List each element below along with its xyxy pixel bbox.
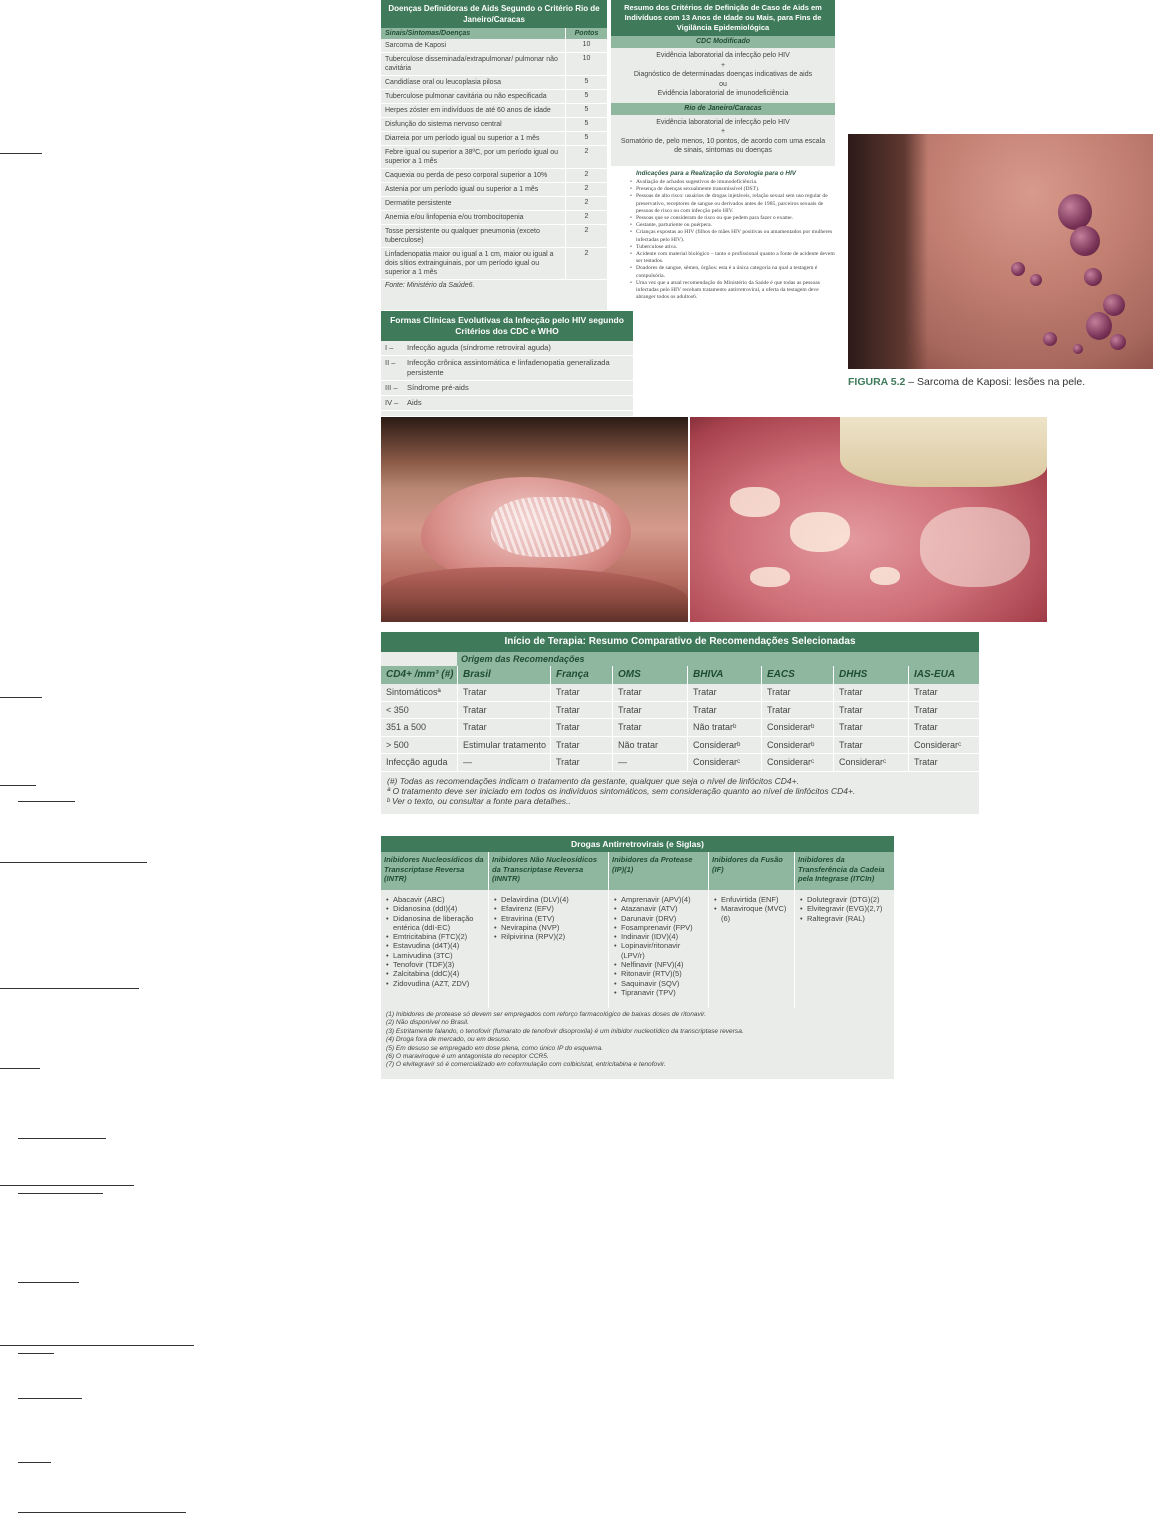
row-points: 10 [565, 53, 607, 75]
row-points: 5 [565, 104, 607, 117]
table-row [381, 146, 607, 169]
table-note: (7) O elvitegravir só é comercializado em coformulação com colbicistat, entricitabina e tenofovir. [386, 1061, 666, 1069]
table-notes [381, 1008, 894, 1073]
row-label: Diarreia por um período igual ou superior a 1 mês [385, 135, 540, 142]
table-cell: — [612, 754, 687, 771]
indication-item: • Tuberculose ativa. [636, 244, 835, 251]
table-cell: Tratar [550, 719, 612, 736]
indication-item: • Uma vez que a atual recomendação do Ministério da Saúde é que todas as pessoas infectadas pelo HIV recebam tratamento antirretroviral, a oferta da testagem deve abranger todos os adultos6. [636, 280, 835, 302]
table-note: (4) Droga fora de mercado, ou em desuso. [386, 1036, 511, 1044]
drug-item: • Raltegravir (RAL) [807, 914, 891, 923]
column-header: IAS-EUA [908, 666, 979, 684]
table-cell: Tratar [457, 719, 550, 736]
kaposi-sarcoma-photo [848, 134, 1153, 369]
hairy-leukoplakia-photo [381, 417, 688, 622]
drug-item: • Zidovudina (AZT, ZDV) [393, 979, 485, 988]
table-note: (2) Não disponível no Brasil. [386, 1019, 469, 1027]
row-label: Disfunção do sistema nervoso central [385, 121, 502, 128]
section-rio-body [611, 115, 835, 159]
row-points: 5 [565, 76, 607, 89]
drug-item: • Enfuvirtida (ENF) [721, 895, 791, 904]
group-label: Origem das Recomendações [457, 652, 979, 666]
table-title: Início de Terapia: Resumo Comparativo de Recomendações Selecionadas [381, 632, 979, 652]
row-label: Candidíase oral ou leucoplasia pilosa [385, 79, 501, 86]
table-cell: > 500 [386, 739, 409, 750]
table-header [381, 852, 894, 890]
oral-candidiasis-photo [690, 417, 1047, 622]
indication-item: • Gestante, parturiente ou puérpera. [636, 222, 835, 229]
row-label: Tuberculose disseminada/extrapulmonar/ pulmonar não cavitária [385, 56, 558, 72]
row-label: Sarcoma de Kaposi [385, 42, 447, 49]
row-label: Tosse persistente ou qualquer pneumonia (exceto tuberculose) [385, 228, 540, 244]
antiretroviral-drugs-table [381, 836, 894, 1079]
drug-item: • Zalcitabina (ddC)(4) [393, 969, 485, 978]
clinical-forms-table [381, 311, 633, 416]
margin-rule [0, 988, 139, 989]
row-text: Aids [407, 398, 422, 407]
row-label: Herpes zóster em indivíduos de até 60 anos de idade [385, 107, 551, 114]
margin-rule [18, 1353, 54, 1354]
row-text: Infecção aguda (síndrome retroviral aguda) [407, 343, 551, 352]
table-row [381, 754, 979, 772]
column-header: França [550, 666, 612, 684]
margin-rule [18, 1398, 82, 1399]
drug-list [608, 890, 708, 1008]
table-cell: Tratar [833, 737, 908, 754]
col-header-points: Pontos [565, 28, 607, 39]
row-points: 2 [565, 197, 607, 210]
margin-rule [0, 862, 147, 863]
indications-title: Indicações para a Realização da Sorologia para o HIV [636, 170, 796, 177]
table-row [381, 169, 607, 183]
margin-rule [0, 1185, 134, 1186]
table-row [381, 248, 607, 280]
margin-rule [0, 697, 42, 698]
table-row [381, 39, 607, 53]
group-header [381, 652, 979, 666]
table-row [381, 341, 633, 356]
table-cell: Estimular tratamento [457, 737, 550, 754]
table-row [381, 356, 633, 381]
table-cell: Tratar [761, 702, 833, 719]
row-points: 2 [565, 248, 607, 279]
table-cell: Tratar [687, 684, 761, 701]
table-note: (#) Todas as recomendações indicam o tratamento da gestante, qualquer que seja o nível de linfócitos CD4+. [387, 775, 799, 786]
row-label: Dermatite persistente [385, 200, 452, 207]
table-note: ª O tratamento deve ser iniciado em todos os indivíduos sintomáticos, sem consideração quanto ao nível de linfócitos CD4+. [387, 785, 856, 796]
table-body [381, 39, 607, 280]
row-label: Tuberculose pulmonar cavitária ou não especificada [385, 93, 547, 100]
drug-item: • Dolutegravir (DTG)(2) [807, 895, 891, 904]
column-header: BHIVA [687, 666, 761, 684]
table-row [381, 702, 979, 720]
column-header: OMS [612, 666, 687, 684]
table-row [381, 396, 633, 411]
table-note: ᵇ Ver o texto, ou consultar a fonte para detalhes.. [387, 795, 571, 806]
row-label: Caquexia ou perda de peso corporal superior a 10% [385, 172, 548, 179]
drug-item: • Amprenavir (APV)(4) [621, 895, 705, 904]
table-cell: Tratar [457, 684, 550, 701]
row-text: Infecção crônica assintomática e linfadenopatia generalizada persistente [407, 358, 610, 377]
table-header [381, 666, 979, 684]
table-source: Fonte: Ministério da Saúde6. [385, 282, 475, 289]
criteria-line: + [720, 61, 726, 69]
drug-item: • Lopinavir/ritonavir (LPV/r) [621, 941, 705, 960]
row-text: Síndrome pré-aids [407, 383, 469, 392]
margin-rule [0, 1068, 40, 1069]
indication-item: • Avaliação de achados sugestivos de imunodeficiência. [636, 179, 835, 186]
indication-item: • Crianças expostas ao HIV (filhos de mães HIV positivas ou amamentados por mulheres infectadas pelo HIV). [636, 229, 835, 243]
table-cell: Tratar [550, 684, 612, 701]
table-cell: Considerarᶜ [908, 737, 979, 754]
table-cell: Tratar [908, 702, 979, 719]
table-cell: Tratar [612, 684, 687, 701]
column-header: Brasil [457, 666, 550, 684]
table-cell: Considerarᵇ [761, 719, 833, 736]
table-cell: Tratar [908, 754, 979, 771]
table-cell: Tratar [833, 684, 908, 701]
table-cell: Considerarᶜ [833, 754, 908, 771]
table-row [381, 719, 979, 737]
table-cell: Considerarᶜ [761, 754, 833, 771]
criteria-line: + [720, 128, 726, 135]
table-row [381, 104, 607, 118]
column-header: EACS [761, 666, 833, 684]
table-cell: Tratar [612, 702, 687, 719]
drug-item: • Atazanavir (ATV) [621, 904, 705, 913]
aids-criteria-table [381, 0, 607, 310]
margin-rule [18, 801, 75, 802]
criteria-line: ou [719, 80, 727, 88]
drug-list [708, 890, 794, 1008]
figure-label: FIGURA 5.2 [848, 376, 906, 388]
section-cdc: CDC Modificado [611, 36, 835, 48]
table-header [381, 28, 607, 39]
table-cell: Tratar [457, 702, 550, 719]
drug-list [381, 890, 488, 1008]
margin-rule [0, 1345, 194, 1346]
row-points: 2 [565, 225, 607, 247]
drug-item: • Efavirenz (EFV) [501, 904, 605, 913]
row-points: 2 [565, 183, 607, 196]
drug-item: • Didanosina (ddI)(4) [393, 904, 485, 913]
table-row [381, 684, 979, 702]
drug-item: • Nelfinavir (NFV)(4) [621, 960, 705, 969]
row-label: Astenia por um período igual ou superior a 1 mês [385, 186, 539, 193]
margin-rule [18, 1282, 79, 1283]
table-cell: Sintomáticosª [386, 687, 441, 697]
drug-item: • Saquinavir (SQV) [621, 979, 705, 988]
row-points: 2 [565, 146, 607, 168]
serology-indications [620, 170, 835, 301]
row-points: 10 [565, 39, 607, 52]
table-cell: — [457, 754, 550, 771]
table-cell: Tratar [833, 702, 908, 719]
indication-item: • Acidente com material biológico – tanto o profissional quanto a fonte de acidente devem ser testados. [636, 251, 835, 265]
table-cell: 351 a 500 [386, 722, 427, 732]
table-title: Resumo dos Critérios de Definição de Caso de Aids em Indivíduos com 13 Anos de Idade ou Mais, para Fins de Vigilância Epidemiológica [611, 0, 835, 36]
table-body [381, 890, 894, 1008]
drug-item: • Darunavir (DRV) [621, 914, 705, 923]
figure-caption-text: – Sarcoma de Kaposi: lesões na pele. [905, 376, 1086, 388]
table-row [381, 225, 607, 248]
drug-item: • Delavirdina (DLV)(4) [501, 895, 605, 904]
criteria-line: Evidência laboratorial de infecção pelo HIV [656, 118, 790, 126]
row-number: III – [385, 383, 398, 392]
table-cell: Considerarᶜ [687, 754, 761, 771]
drug-item: • Didanosina de liberação entérica (ddI-EC) [393, 914, 485, 933]
column-header: Inibidores da Transferência da Cadeia pela Integrase (ITCIn) [794, 852, 894, 890]
case-definition-summary [611, 0, 835, 166]
table-note: (3) Estritamente falando, o tenofovir (fumarato de tenofovir disoproxila) é um inibidor nucleotídico da transcriptase reversa. [386, 1027, 744, 1035]
row-points: 5 [565, 132, 607, 145]
table-cell: Tratar [687, 702, 761, 719]
table-title: Drogas Antirretrovirais (e Siglas) [381, 836, 894, 852]
margin-rule [18, 1462, 51, 1463]
drug-item: • Indinavir (IDV)(4) [621, 932, 705, 941]
indication-item: • Pessoas de alto risco: usuários de drogas injetáveis, relação sexual sem uso regular de preservativo, receptores de sangue ou derivados antes de 1985, parceiros sexuais de pessoas de risco ou com infecção pelo HIV. [636, 193, 835, 215]
column-header: Inibidores da Fusão (IF) [708, 852, 794, 890]
section-rio: Rio de Janeiro/Caracas [611, 103, 835, 115]
table-cell: Tratar [550, 702, 612, 719]
table-note: (1) Inibidores de protease só devem ser empregados com reforço farmacológico de baixas doses de ritonavir. [386, 1011, 707, 1018]
row-number: I – [385, 343, 394, 352]
indication-item: • Doadores de sangue, sêmen, órgãos: esta é a única categoria na qual a testagem é compulsória. [636, 265, 835, 279]
table-row [381, 132, 607, 146]
col-header-signs: Sinais/Sintomas/Doenças [385, 30, 471, 37]
row-number: IV – [385, 398, 399, 407]
table-cell: Não tratarᵇ [687, 719, 761, 736]
row-label: Febre igual ou superior a 38ºC, por um período igual ou superior a 1 mês [385, 149, 558, 165]
margin-rule [18, 1138, 106, 1139]
drug-item: • Rilpivirina (RPV)(2) [501, 932, 605, 941]
table-row [381, 211, 607, 225]
table-row [381, 197, 607, 211]
table-notes [381, 772, 979, 810]
criteria-line: Diagnóstico de determinadas doenças indicativas de aids [633, 71, 813, 78]
table-cell: Tratar [761, 684, 833, 701]
criteria-line: Somatório de, pelo menos, 10 pontos, de acordo com uma escala de sinais, sintomas ou doenças [620, 137, 826, 154]
margin-rule [0, 153, 42, 154]
drug-item: • Fosamprenavir (FPV) [621, 923, 705, 932]
table-title: Doenças Definidoras de Aids Segundo o Critério Rio de Janeiro/Caracas [381, 0, 607, 28]
table-body [381, 684, 979, 772]
table-cell: Tratar [833, 719, 908, 736]
drug-item: • Abacavir (ABC) [393, 895, 485, 904]
row-points: 2 [565, 211, 607, 224]
drug-item: • Estavudina (d4T)(4) [393, 941, 485, 950]
criteria-line: Evidência laboratorial de imunodeficiência [657, 90, 789, 97]
table-cell: Tratar [612, 719, 687, 736]
margin-rule [18, 1512, 186, 1513]
table-row [381, 90, 607, 104]
table-row [381, 183, 607, 197]
drug-item: • Nevirapina (NVP) [501, 923, 605, 932]
table-row [381, 381, 633, 396]
indication-item: • Pessoas que se consideram de risco ou que pedem para fazer o exame. [636, 215, 835, 222]
table-cell: Não tratar [612, 737, 687, 754]
table-cell: < 350 [386, 704, 409, 715]
row-points: 2 [565, 169, 607, 182]
drug-list [488, 890, 608, 1008]
column-header: CD4+ /mm³ (#) [386, 669, 454, 680]
column-header: Inibidores da Protease (IP)(1) [608, 852, 708, 890]
drug-item: • Etravirina (ETV) [501, 914, 605, 923]
table-cell: Tratar [550, 737, 612, 754]
drug-item: • Maraviroque (MVC)(6) [721, 904, 791, 923]
row-points: 5 [565, 118, 607, 131]
table-cell: Considerarᵇ [687, 737, 761, 754]
column-header: DHHS [833, 666, 908, 684]
table-cell: Infecção aguda [386, 757, 448, 767]
column-header: Inibidores Não Nucleosídicos da Transcriptase Reversa (INNTR) [488, 852, 608, 890]
table-row [381, 737, 979, 755]
table-row [381, 118, 607, 132]
figure-caption [848, 376, 1153, 388]
therapy-start-table [381, 632, 979, 814]
table-row [381, 53, 607, 76]
row-label: Linfadenopatia maior ou igual a 1 cm, maior ou igual a dois sítios extrainguinais, por um período igual ou superior a 1 mês [385, 251, 554, 276]
drug-item: • Lamivudina (3TC) [393, 951, 485, 960]
row-label: Anemia e/ou linfopenia e/ou trombocitopenia [385, 214, 524, 221]
drug-list [794, 890, 894, 1008]
margin-rule [0, 785, 36, 786]
criteria-line: Evidência laboratorial da infecção pelo HIV [656, 52, 790, 59]
table-note: (6) O maraviroque é um antagonista do receptor CCR5. [386, 1053, 549, 1061]
row-points: 5 [565, 90, 607, 103]
drug-item: • Tenofovir (TDF)(3) [393, 960, 485, 969]
row-number: II – [385, 358, 396, 367]
table-cell: Tratar [908, 719, 979, 736]
drug-item: • Elvitegravir (EVG)(2,7) [807, 904, 891, 913]
table-cell: Tratar [908, 684, 979, 701]
table-body [381, 341, 633, 411]
drug-item: • Ritonavir (RTV)(5) [621, 969, 705, 978]
drug-item: • Tipranavir (TPV) [621, 988, 705, 997]
table-cell: Tratar [550, 754, 612, 771]
section-cdc-body [611, 48, 835, 103]
indication-item: • Presença de doenças sexualmente transmissível (DST). [636, 186, 835, 193]
table-cell: Considerarᵇ [761, 737, 833, 754]
drug-item: • Emtricitabina (FTC)(2) [393, 932, 485, 941]
table-note: (5) Em desuso se empregado em dose plena, como único IP do esquema. [386, 1044, 604, 1052]
column-header: Inibidores Nucleosídicos da Transcriptase Reversa (INTR) [384, 855, 484, 883]
indications-list [620, 179, 835, 301]
table-title: Formas Clínicas Evolutivas da Infecção pelo HIV segundo Critérios dos CDC e WHO [381, 311, 633, 341]
margin-rule [18, 1193, 103, 1194]
table-row [381, 76, 607, 90]
